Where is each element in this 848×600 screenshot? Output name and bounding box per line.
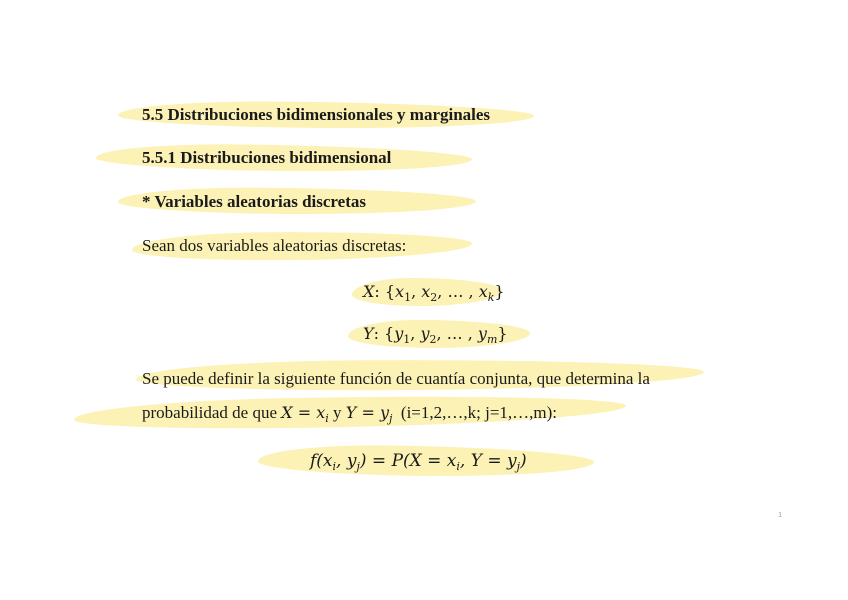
condition-y: $Y = y_j$ [345,403,393,425]
condition-x: $X = x_i$ [281,403,329,425]
variable-x-set: X: {$x_1$, $x_2$, … , $x_k$} [363,282,505,304]
joint-probability-formula: $f(x_i$, $y_j) = P(X = x_i$, $Y = y_j$) [310,451,527,473]
page-number: 1 [778,512,782,519]
intro-text: Sean dos variables aleatorias discretas: [142,236,407,255]
index-ranges: (i=1,2,…,k; j=1,…,m): [400,403,558,422]
bullet-heading: * Variables aleatorias discretas [142,192,366,211]
subsection-heading: 5.5.1 Distribuciones bidimensional [142,148,392,167]
variable-y-set: Y: {$y_1$, $y_2$, … , $y_m$} [363,324,508,346]
condition-and: y [328,403,346,422]
paragraph-line-2 [142,403,557,423]
section-heading: 5.5 Distribuciones bidimensionales y marginales [142,105,491,124]
paragraph-line-2-prefix: probabilidad de que [142,403,282,422]
paragraph-line-1: Se puede definir la siguiente función de cuantía conjunta, que determina la [142,369,650,388]
